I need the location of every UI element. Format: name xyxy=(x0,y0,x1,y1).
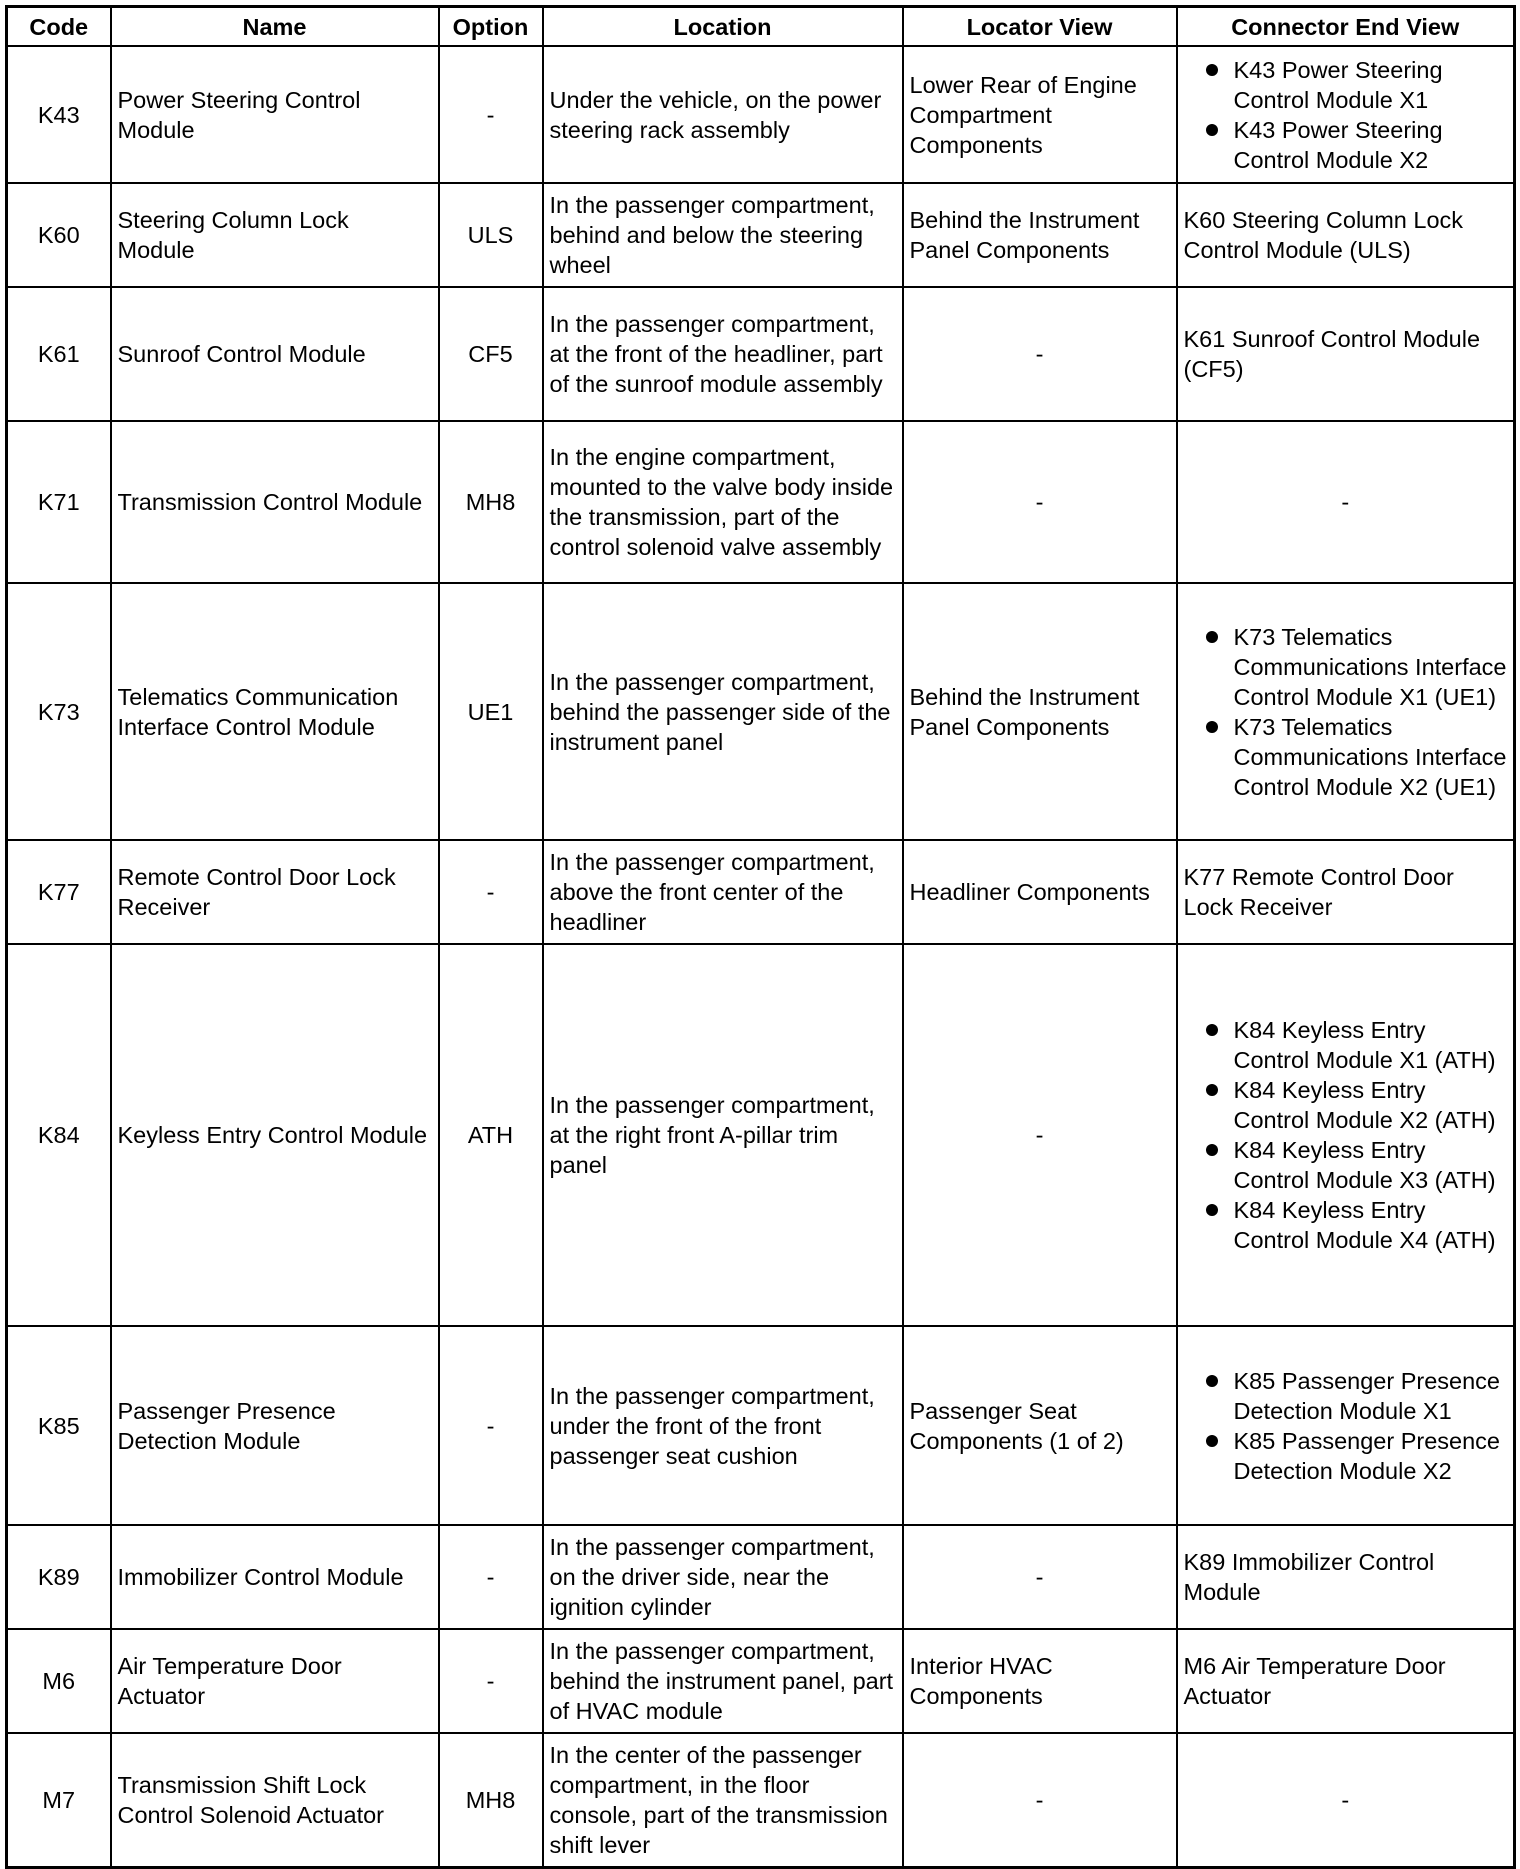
locator-view-cell: - xyxy=(903,944,1177,1326)
locator-view-cell: - xyxy=(903,1733,1177,1867)
name-cell: Passenger Presence Detection Module xyxy=(111,1326,439,1525)
locator-view-cell: Headliner Components xyxy=(903,840,1177,944)
name-cell: Keyless Entry Control Module xyxy=(111,944,439,1326)
header-option: Option xyxy=(439,7,543,47)
locator-view-cell: Interior HVAC Components xyxy=(903,1629,1177,1733)
table-row xyxy=(7,1629,1515,1733)
locator-view-cell: Passenger Seat Components (1 of 2) xyxy=(903,1326,1177,1525)
header-location: Location xyxy=(543,7,903,47)
connector-list xyxy=(1184,622,1508,802)
name-cell: Transmission Shift Lock Control Solenoid Actuator xyxy=(111,1733,439,1867)
option-cell: ULS xyxy=(439,183,543,287)
name-cell: Transmission Control Module xyxy=(111,421,439,583)
connector-end-view-cell: - xyxy=(1177,421,1515,583)
connector-list-item: K84 Keyless Entry Control Module X4 (ATH) xyxy=(1206,1195,1508,1255)
locator-view-cell: - xyxy=(903,287,1177,421)
code-cell: K60 xyxy=(7,183,111,287)
connector-end-view-cell xyxy=(1177,46,1515,183)
locator-view-cell: - xyxy=(903,421,1177,583)
location-cell: In the passenger compartment, on the driver side, near the ignition cylinder xyxy=(543,1525,903,1629)
name-cell: Sunroof Control Module xyxy=(111,287,439,421)
table-row xyxy=(7,421,1515,583)
location-cell: In the passenger compartment, above the front center of the headliner xyxy=(543,840,903,944)
connector-list-item: K84 Keyless Entry Control Module X1 (ATH) xyxy=(1206,1015,1508,1075)
location-cell: In the engine compartment, mounted to the valve body inside the transmission, part of the control solenoid valve assembly xyxy=(543,421,903,583)
connector-list xyxy=(1184,1015,1508,1255)
option-cell: - xyxy=(439,1326,543,1525)
location-cell: Under the vehicle, on the power steering rack assembly xyxy=(543,46,903,183)
name-cell: Remote Control Door Lock Receiver xyxy=(111,840,439,944)
connector-list-item: K43 Power Steering Control Module X1 xyxy=(1206,55,1508,115)
component-locator-sheet xyxy=(5,5,1516,1869)
header-name: Name xyxy=(111,7,439,47)
code-cell: K77 xyxy=(7,840,111,944)
header-row xyxy=(7,7,1515,47)
table-row xyxy=(7,944,1515,1326)
option-cell: ATH xyxy=(439,944,543,1326)
code-cell: M6 xyxy=(7,1629,111,1733)
code-cell: K61 xyxy=(7,287,111,421)
option-cell: UE1 xyxy=(439,583,543,840)
connector-end-view-cell: - xyxy=(1177,1733,1515,1867)
header-connector-end-view: Connector End View xyxy=(1177,7,1515,47)
connector-end-view-cell: K77 Remote Control Door Lock Receiver xyxy=(1177,840,1515,944)
code-cell: M7 xyxy=(7,1733,111,1867)
locator-view-cell: Behind the Instrument Panel Components xyxy=(903,583,1177,840)
connector-list-item: K73 Telematics Communications Interface Control Module X1 (UE1) xyxy=(1206,622,1508,712)
connector-list-item: K84 Keyless Entry Control Module X3 (ATH) xyxy=(1206,1135,1508,1195)
code-cell: K89 xyxy=(7,1525,111,1629)
option-cell: MH8 xyxy=(439,1733,543,1867)
location-cell: In the passenger compartment, at the front of the headliner, part of the sunroof module assembly xyxy=(543,287,903,421)
name-cell: Air Temperature Door Actuator xyxy=(111,1629,439,1733)
table-row xyxy=(7,583,1515,840)
locator-view-cell: Behind the Instrument Panel Components xyxy=(903,183,1177,287)
table-row xyxy=(7,183,1515,287)
location-cell: In the center of the passenger compartment, in the floor console, part of the transmission shift lever xyxy=(543,1733,903,1867)
option-cell: - xyxy=(439,1525,543,1629)
table-row xyxy=(7,1525,1515,1629)
name-cell: Steering Column Lock Module xyxy=(111,183,439,287)
component-locator-table xyxy=(5,5,1516,1869)
connector-end-view-cell: K61 Sunroof Control Module (CF5) xyxy=(1177,287,1515,421)
name-cell: Power Steering Control Module xyxy=(111,46,439,183)
code-cell: K71 xyxy=(7,421,111,583)
connector-list-item: K85 Passenger Presence Detection Module X2 xyxy=(1206,1426,1508,1486)
table-row xyxy=(7,840,1515,944)
header-locator-view: Locator View xyxy=(903,7,1177,47)
connector-end-view-cell: M6 Air Temperature Door Actuator xyxy=(1177,1629,1515,1733)
connector-end-view-cell xyxy=(1177,583,1515,840)
header-code: Code xyxy=(7,7,111,47)
code-cell: K85 xyxy=(7,1326,111,1525)
location-cell: In the passenger compartment, behind the passenger side of the instrument panel xyxy=(543,583,903,840)
location-cell: In the passenger compartment, under the front of the front passenger seat cushion xyxy=(543,1326,903,1525)
connector-list-item: K85 Passenger Presence Detection Module X1 xyxy=(1206,1366,1508,1426)
location-cell: In the passenger compartment, behind the instrument panel, part of HVAC module xyxy=(543,1629,903,1733)
table-row xyxy=(7,1326,1515,1525)
code-cell: K73 xyxy=(7,583,111,840)
connector-end-view-cell xyxy=(1177,944,1515,1326)
option-cell: - xyxy=(439,1629,543,1733)
connector-list xyxy=(1184,1366,1508,1486)
option-cell: CF5 xyxy=(439,287,543,421)
option-cell: - xyxy=(439,840,543,944)
table-row xyxy=(7,1733,1515,1867)
locator-view-cell: - xyxy=(903,1525,1177,1629)
code-cell: K84 xyxy=(7,944,111,1326)
locator-view-cell: Lower Rear of Engine Compartment Components xyxy=(903,46,1177,183)
table-row xyxy=(7,46,1515,183)
connector-list xyxy=(1184,55,1508,175)
connector-list-item: K43 Power Steering Control Module X2 xyxy=(1206,115,1508,175)
connector-list-item: K73 Telematics Communications Interface Control Module X2 (UE1) xyxy=(1206,712,1508,802)
code-cell: K43 xyxy=(7,46,111,183)
option-cell: - xyxy=(439,46,543,183)
table-row xyxy=(7,287,1515,421)
name-cell: Telematics Communication Interface Control Module xyxy=(111,583,439,840)
connector-list-item: K84 Keyless Entry Control Module X2 (ATH) xyxy=(1206,1075,1508,1135)
option-cell: MH8 xyxy=(439,421,543,583)
location-cell: In the passenger compartment, at the right front A-pillar trim panel xyxy=(543,944,903,1326)
connector-end-view-cell: K60 Steering Column Lock Control Module (ULS) xyxy=(1177,183,1515,287)
connector-end-view-cell xyxy=(1177,1326,1515,1525)
name-cell: Immobilizer Control Module xyxy=(111,1525,439,1629)
location-cell: In the passenger compartment, behind and below the steering wheel xyxy=(543,183,903,287)
connector-end-view-cell: K89 Immobilizer Control Module xyxy=(1177,1525,1515,1629)
